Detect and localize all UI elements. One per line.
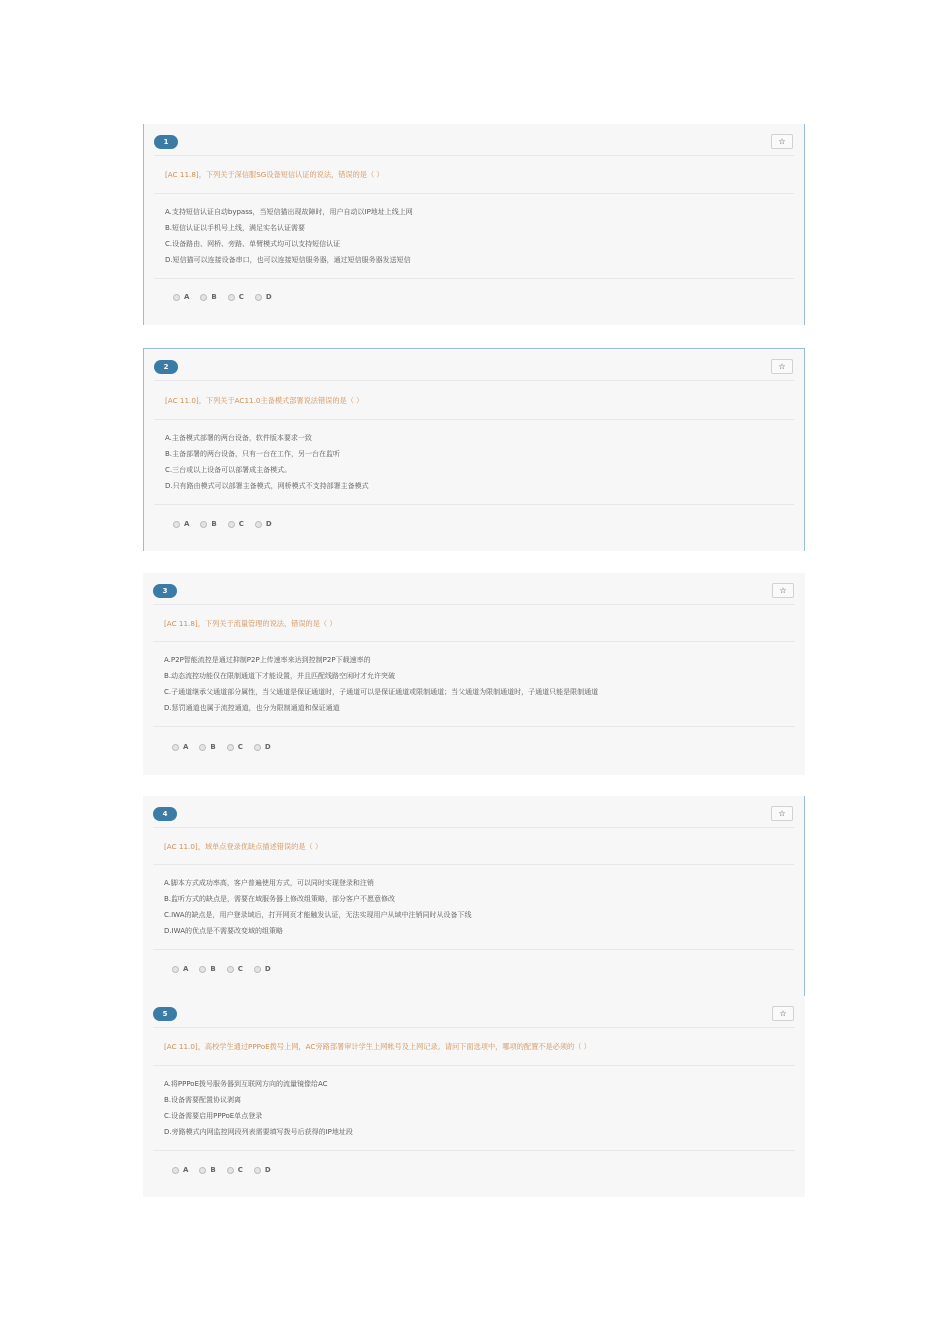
option-c: C.三台或以上设备可以部署成主备模式。 xyxy=(165,466,292,474)
answer-d-radio[interactable] xyxy=(255,293,272,301)
answer-label: B xyxy=(211,293,217,301)
question-number-badge: 1 xyxy=(154,135,178,149)
divider xyxy=(154,419,794,420)
answer-b-radio[interactable] xyxy=(200,293,216,301)
option-b: B.短信认证以手机号上线，满足实名认证需要 xyxy=(165,224,306,232)
question-card-5 xyxy=(143,996,805,1197)
answer-d-radio[interactable] xyxy=(254,743,271,751)
radio-icon[interactable] xyxy=(228,294,235,301)
answer-c-radio[interactable] xyxy=(228,520,244,528)
divider xyxy=(154,278,794,279)
answer-choices xyxy=(172,965,271,973)
radio-icon[interactable] xyxy=(200,521,207,528)
answer-d-radio[interactable] xyxy=(255,520,272,528)
answer-label: C xyxy=(237,965,243,973)
answer-c-radio[interactable] xyxy=(228,293,244,301)
answer-choices xyxy=(173,293,272,301)
answer-label: D xyxy=(264,965,271,973)
question-text: [AC 11.8]，下列关于流量管理的说法，错误的是（ ） xyxy=(164,619,337,628)
option-c: C.子通道继承父通道部分属性，当父通道是保证通道时，子通道可以是保证通道或限制通道；当父通道为限制通道时，子通道只能是限制通道 xyxy=(164,688,599,696)
radio-icon[interactable] xyxy=(172,966,179,973)
answer-label: A xyxy=(184,293,190,301)
option-b: B.主备部署的两台设备，只有一台在工作，另一台在监听 xyxy=(165,450,341,458)
radio-icon[interactable] xyxy=(254,1167,261,1174)
option-a: A.支持短信认证自动bypass，当短信猫出现故障时，用户自动以IP地址上线上网 xyxy=(165,208,413,216)
answer-a-radio[interactable] xyxy=(172,965,188,973)
option-a: A.主备模式部署的两台设备，软件版本要求一致 xyxy=(165,434,312,442)
option-list xyxy=(164,652,795,716)
question-number-badge: 2 xyxy=(154,360,178,374)
question-text: [AC 11.8]，下列关于深信服SG设备短信认证的说法，错误的是（ ） xyxy=(165,170,384,179)
answer-b-radio[interactable] xyxy=(199,1166,215,1174)
answer-b-radio[interactable] xyxy=(199,965,215,973)
radio-icon[interactable] xyxy=(228,521,235,528)
favorite-star-icon[interactable]: ☆ xyxy=(771,359,793,374)
answer-d-radio[interactable] xyxy=(254,1166,271,1174)
option-b: B.设备需要配置协议剥离 xyxy=(164,1096,242,1104)
radio-icon[interactable] xyxy=(227,966,234,973)
favorite-star-icon[interactable]: ☆ xyxy=(772,1006,794,1021)
question-text: [AC 11.0]，高校学生通过PPPoE拨号上网，AC旁路部署审计学生上网帐号及上网记录。请问下面选项中，哪项的配置不是必须的（ ） xyxy=(164,1042,591,1051)
answer-label: B xyxy=(210,743,216,751)
divider xyxy=(153,864,794,865)
option-a: A.P2P智能流控是通过抑制P2P上传速率来达到控制P2P下载速率的 xyxy=(164,656,371,664)
answer-label: C xyxy=(238,520,244,528)
answer-label: A xyxy=(183,743,189,751)
answer-label: D xyxy=(265,520,272,528)
answer-b-radio[interactable] xyxy=(200,520,216,528)
option-list xyxy=(165,204,794,268)
question-number-badge: 3 xyxy=(153,584,177,598)
answer-label: D xyxy=(264,1166,271,1174)
answer-choices xyxy=(172,743,271,751)
answer-label: C xyxy=(237,743,243,751)
option-b: B.监听方式的缺点是，需要在域服务器上修改组策略，部分客户不愿意修改 xyxy=(164,895,396,903)
divider xyxy=(153,1027,795,1028)
favorite-star-icon[interactable]: ☆ xyxy=(772,583,794,598)
answer-a-radio[interactable] xyxy=(172,743,188,751)
answer-a-radio[interactable] xyxy=(172,1166,188,1174)
answer-label: D xyxy=(264,743,271,751)
radio-icon[interactable] xyxy=(227,1167,234,1174)
radio-icon[interactable] xyxy=(199,1167,206,1174)
option-d: D.旁路模式内网监控网段列表需要填写拨号后获得的IP地址段 xyxy=(164,1128,353,1136)
divider xyxy=(153,949,794,950)
answer-label: C xyxy=(237,1166,243,1174)
divider xyxy=(154,155,794,156)
answer-choices xyxy=(173,520,272,528)
answer-c-radio[interactable] xyxy=(227,1166,243,1174)
answer-label: C xyxy=(238,293,244,301)
answer-label: A xyxy=(184,520,190,528)
question-text: [AC 11.0]，域单点登录优缺点描述错误的是（ ） xyxy=(164,842,323,851)
option-a: A.脚本方式成功率高，客户普遍使用方式，可以同时实现登录和注销 xyxy=(164,879,374,887)
question-card-1 xyxy=(143,124,805,325)
option-list xyxy=(164,875,794,939)
divider xyxy=(154,193,794,194)
divider xyxy=(153,1150,795,1151)
answer-a-radio[interactable] xyxy=(173,293,189,301)
divider xyxy=(153,604,795,605)
radio-icon[interactable] xyxy=(254,966,261,973)
question-card-3 xyxy=(143,573,805,775)
favorite-star-icon[interactable]: ☆ xyxy=(771,806,793,821)
answer-label: D xyxy=(265,293,272,301)
question-text: [AC 11.0]，下列关于AC11.0主备模式部署说法错误的是（ ） xyxy=(165,396,364,405)
radio-icon[interactable] xyxy=(172,1167,179,1174)
answer-label: B xyxy=(210,1166,216,1174)
answer-choices xyxy=(172,1166,271,1174)
radio-icon[interactable] xyxy=(200,294,207,301)
radio-icon[interactable] xyxy=(254,744,261,751)
option-b: B.动态流控功能仅在限制通道下才能设置，并且匹配线路空闲时才允许突破 xyxy=(164,672,396,680)
answer-b-radio[interactable] xyxy=(199,743,215,751)
radio-icon[interactable] xyxy=(199,744,206,751)
answer-a-radio[interactable] xyxy=(173,520,189,528)
question-number-badge: 4 xyxy=(153,807,177,821)
divider xyxy=(153,726,795,727)
option-c: C.IWA的缺点是，用户登录域后，打开网页才能触发认证，无法实现用户从域中注销同时从设备下线 xyxy=(164,911,472,919)
answer-d-radio[interactable] xyxy=(254,965,271,973)
radio-icon[interactable] xyxy=(227,744,234,751)
option-d: D.短信猫可以连接设备串口，也可以连接短信服务器，通过短信服务器发送短信 xyxy=(165,256,411,264)
answer-label: B xyxy=(210,965,216,973)
option-c: C.设备路由、网桥、旁路、单臂模式均可以支持短信认证 xyxy=(165,240,341,248)
option-d: D.IWA的优点是不需要改变域的组策略 xyxy=(164,927,284,935)
answer-label: A xyxy=(183,1166,189,1174)
radio-icon[interactable] xyxy=(173,521,180,528)
radio-icon[interactable] xyxy=(255,294,262,301)
divider xyxy=(154,380,794,381)
radio-icon[interactable] xyxy=(173,294,180,301)
radio-icon[interactable] xyxy=(255,521,262,528)
question-card-4 xyxy=(143,796,805,996)
answer-label: A xyxy=(183,965,189,973)
divider xyxy=(153,1065,795,1066)
option-d: D.只有路由模式可以部署主备模式，网桥模式不支持部署主备模式 xyxy=(165,482,369,490)
divider xyxy=(153,641,795,642)
option-d: D.惩罚通道也属于流控通道，也分为限制通道和保证通道 xyxy=(164,704,340,712)
answer-label: B xyxy=(211,520,217,528)
radio-icon[interactable] xyxy=(172,744,179,751)
radio-icon[interactable] xyxy=(199,966,206,973)
favorite-star-icon[interactable]: ☆ xyxy=(771,134,793,149)
question-card-2 xyxy=(143,348,805,551)
divider xyxy=(153,827,794,828)
option-list xyxy=(165,430,794,494)
divider xyxy=(154,504,794,505)
option-a: A.将PPPoE拨号服务器到互联网方向的流量镜像给AC xyxy=(164,1080,328,1088)
option-c: C.设备需要启用PPPoE单点登录 xyxy=(164,1112,263,1120)
option-list xyxy=(164,1076,795,1140)
question-number-badge: 5 xyxy=(153,1007,177,1021)
answer-c-radio[interactable] xyxy=(227,965,243,973)
answer-c-radio[interactable] xyxy=(227,743,243,751)
